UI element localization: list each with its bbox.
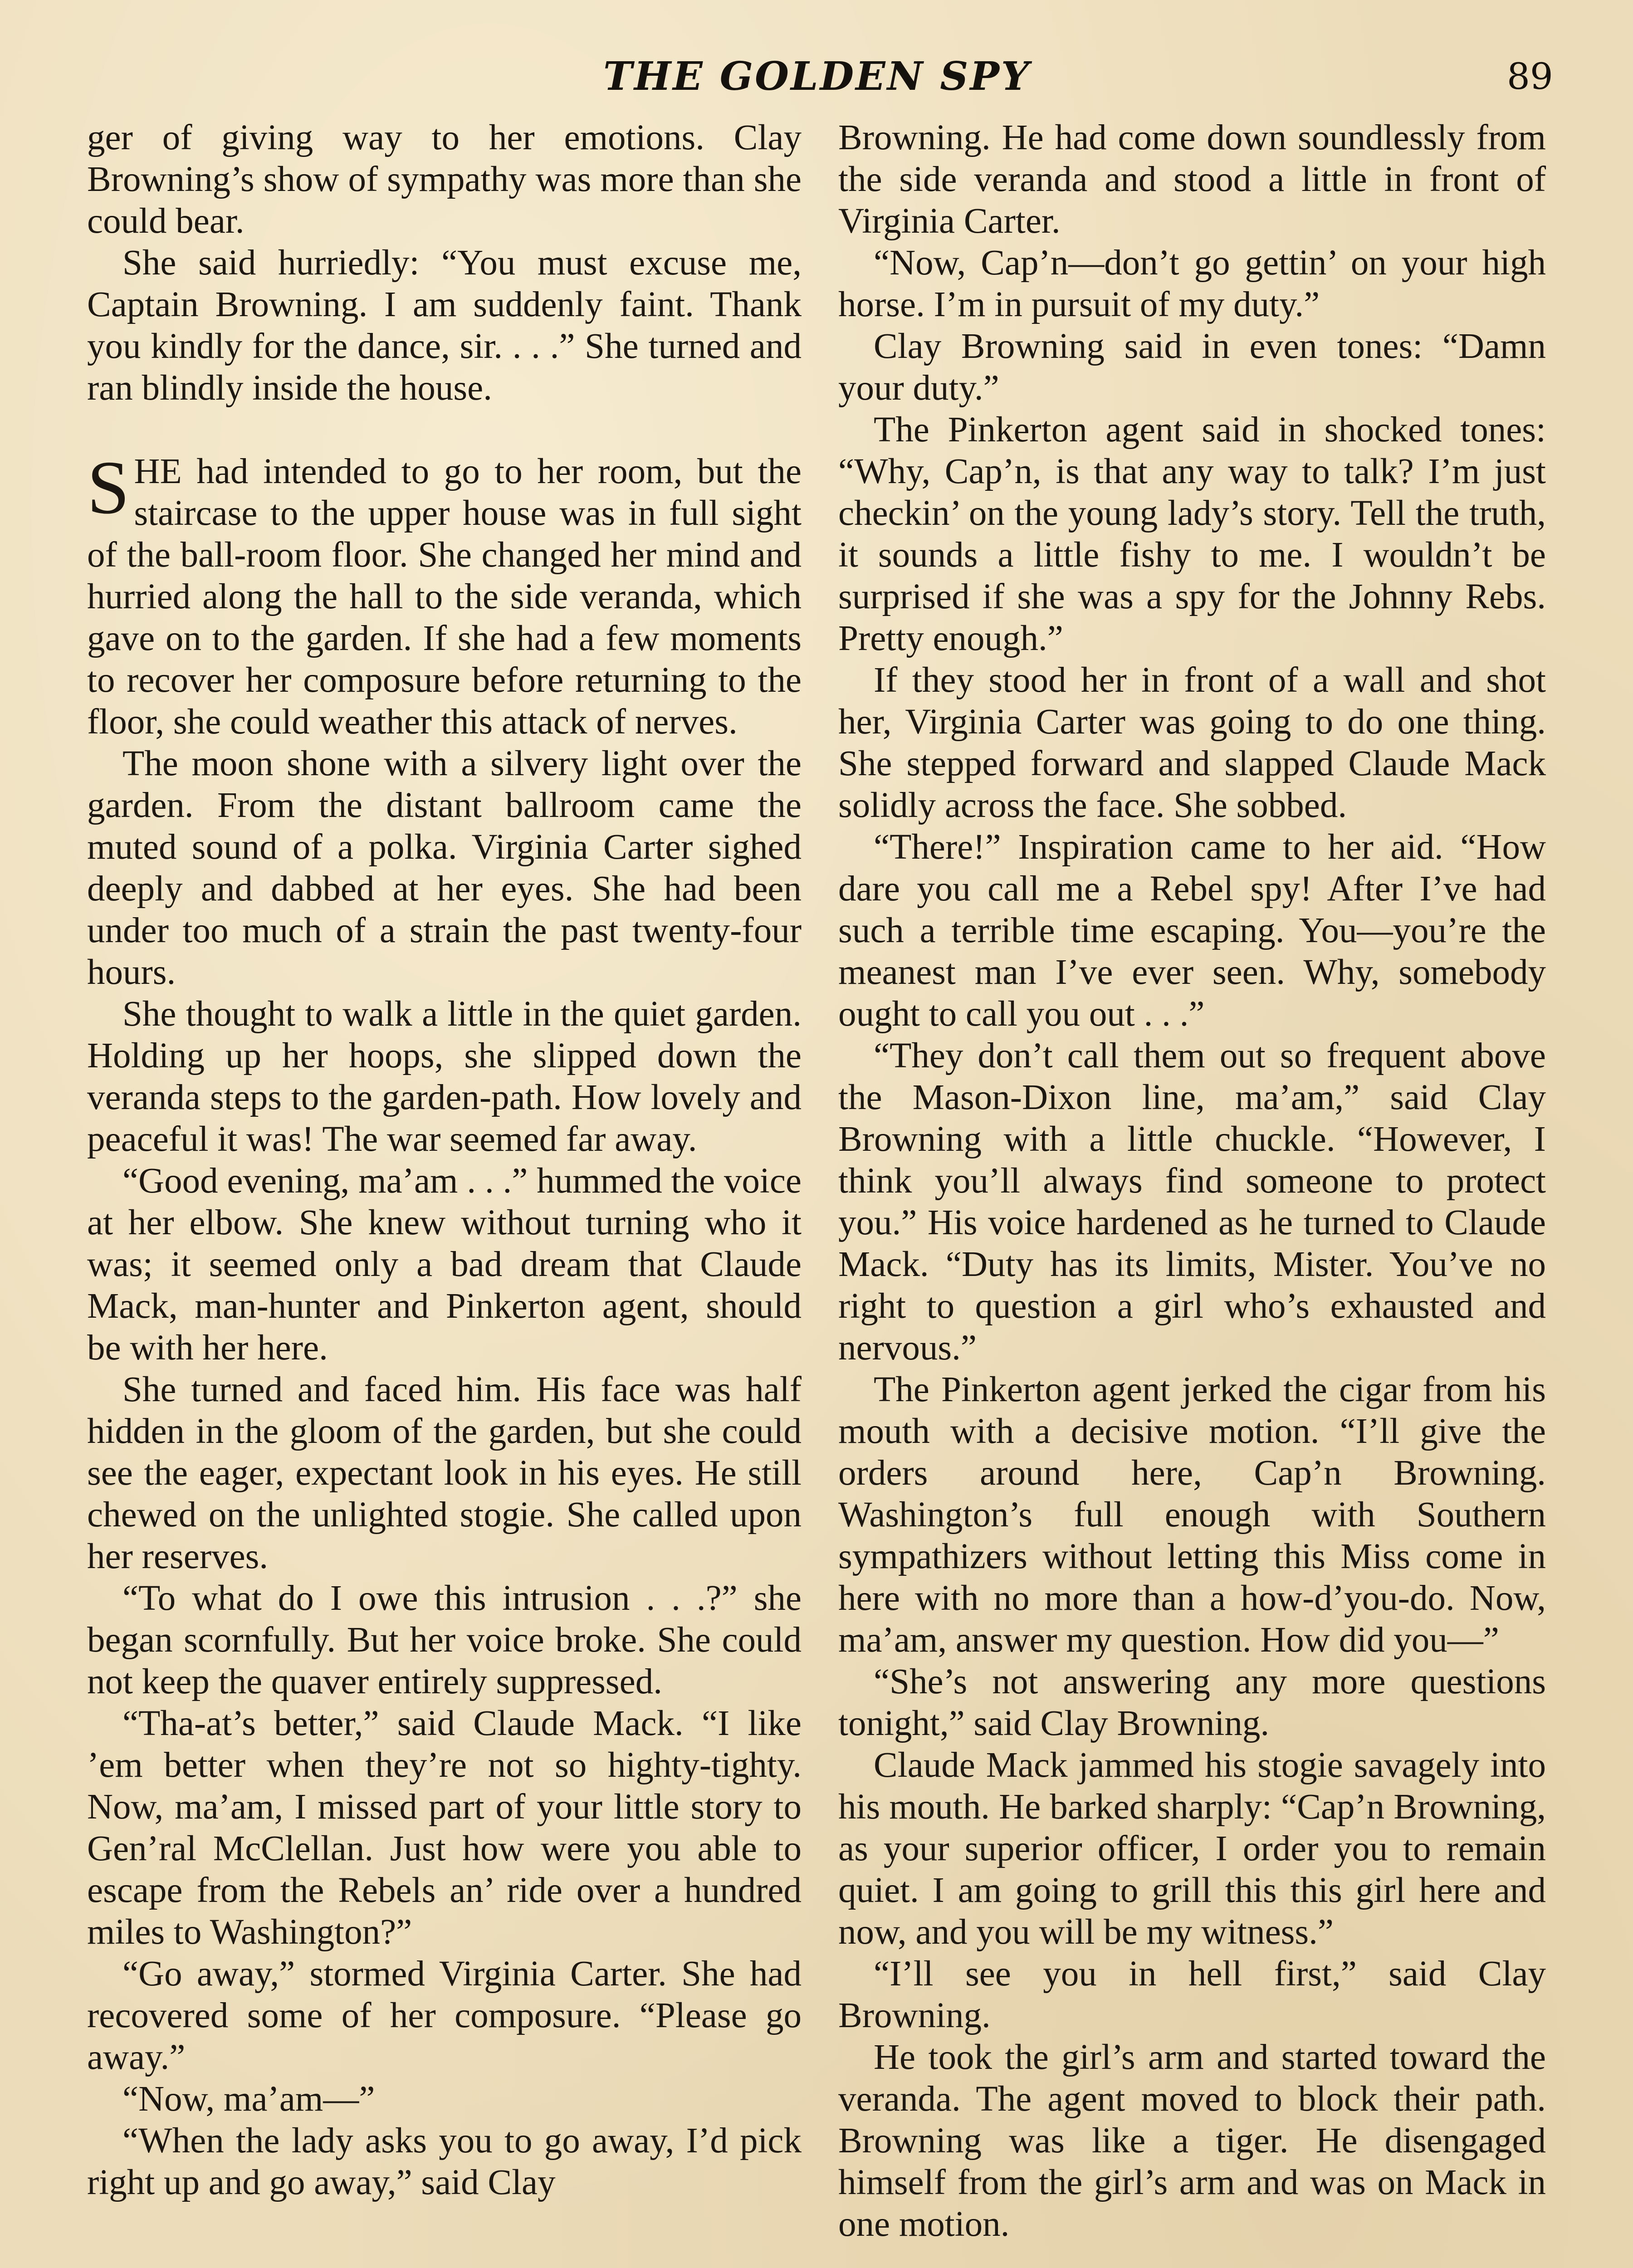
paragraph: “Now, Cap’n—don’t go gettin’ on your high horse. I’m in pursuit of my duty.” <box>838 243 1546 324</box>
paragraph: ger of giving way to her emotions. Clay Browning’s show of sympathy was more than she could bear. <box>87 118 802 241</box>
paragraph: Claude Mack jammed his stogie savagely into his mouth. He barked sharply: “Cap’n Browning, as your superior officer, I order you to remain quiet. I am going to grill this this girl here and now, and you will be my witness.” <box>838 1745 1546 1952</box>
page-number: 89 <box>1507 55 1553 98</box>
paragraph: “Now, ma’am—” <box>122 2079 375 2119</box>
right-column <box>838 117 1546 2245</box>
paragraph: “Go away,” stormed Virginia Carter. She had recovered some of her composure. “Please go away.” <box>87 1954 802 2077</box>
paragraph: Clay Browning said in even tones: “Damn your duty.” <box>838 327 1546 408</box>
paragraph: The moon shone with a silvery light over the garden. From the distant ballroom came the muted sound of a polka. Virginia Carter sighed deeply and dabbed at her eyes. She had been under too much of a strain the past twenty-four hours. <box>87 744 802 992</box>
paragraph: “Tha-at’s better,” said Claude Mack. “I like ’em better when they’re not so highty-tighty. Now, ma’am, I missed part of your little story to Gen’ral McClellan. Just how were you able to escape from the Rebels an’ ride over a hundred miles to Washington?” <box>87 1704 802 1952</box>
paragraph: She thought to walk a little in the quiet garden. Holding up her hoops, she slipped down the veranda steps to the garden-path. How lovely and peaceful it was! The war seemed far away. <box>87 994 802 1159</box>
paragraph: “Good evening, ma’am . . .” hummed the voice at her elbow. She knew without turning who it was; it seemed only a bad dream that Claude Mack, man-hunter and Pinkerton agent, should be with her here. <box>87 1161 802 1368</box>
paragraph: “There!” Inspiration came to her aid. “How dare you call me a Rebel spy! After I’ve had such a terrible time escaping. You—you’re the meanest man I’ve ever seen. Why, somebody ought to call you out . . .” <box>838 827 1546 1034</box>
paragraph: He took the girl’s arm and started toward the veranda. The agent moved to block their path. Browning was like a tiger. He disengaged himself from the girl’s arm and was on Mack in one motion. <box>838 2038 1546 2244</box>
paragraph: If they stood her in front of a wall and shot her, Virginia Carter was going to do one thing. She stepped forward and slapped Claude Mack solidly across the face. She sobbed. <box>838 660 1546 825</box>
paragraph: The Pinkerton agent said in shocked tones: “Why, Cap’n, is that any way to talk? I’m just checkin’ on the young lady’s story. Tell the truth, it sounds a little fishy to me. I wouldn’t be surprised if she was a spy for the Johnny Rebs. Pretty enough.” <box>838 410 1546 658</box>
paragraph: “She’s not answering any more questions tonight,” said Clay Browning. <box>838 1662 1546 1743</box>
paragraph: “To what do I owe this intrusion . . .?” she began scornfully. But her voice broke. She could not keep the quaver entirely suppressed. <box>87 1579 802 1701</box>
drop-cap: S <box>87 445 130 530</box>
story-title: THE GOLDEN SPY <box>603 54 1031 99</box>
section-start-paragraph <box>87 445 802 743</box>
paragraph: The Pinkerton agent jerked the cigar from his mouth with a decisive motion. “I’ll give the orders around here, Cap’n Browning. Washington’s full enough with Southern sympathizers without letting this Miss come in here with no more than a how-d’you-do. Now, ma’am, answer my question. How did you—” <box>838 1370 1546 1660</box>
section-first-paragraph-text: HE had intended to go to her room, but the staircase to the upper house was in full sight of the ball-room floor. She changed her mind and hurried along the hall to the side veranda, which gave on to the garden. If she had a few moments to recover her composure before returning to the floor, she could weather this attack of nerves. <box>87 452 802 742</box>
paragraph: “When the lady asks you to go away, I’d pick right up and go away,” said Clay <box>87 2121 802 2202</box>
paragraph: “They don’t call them out so frequent above the Mason-Dixon line, ma’am,” said Clay Browning with a little chuckle. “However, I think you’ll always find someone to protect you.” His voice hardened as he turned to Claude Mack. “Duty has its limits, Mister. You’ve no right to question a girl who’s exhausted and nervous.” <box>838 1036 1546 1368</box>
paragraph: She turned and faced him. His face was half hidden in the gloom of the garden, but she could see the eager, expectant look in his eyes. He still chewed on the unlighted stogie. She called upon her reserves. <box>87 1370 802 1576</box>
paragraph: Browning. He had come down soundlessly from the side veranda and stood a little in front of Virginia Carter. <box>838 118 1546 241</box>
paragraph: She said hurriedly: “You must excuse me, Captain Browning. I am suddenly faint. Thank you kindly for the dance, sir. . . .” She turned and ran blindly inside the house. <box>87 243 802 408</box>
left-column <box>87 117 802 2204</box>
paragraph: “I’ll see you in hell first,” said Clay Browning. <box>838 1954 1546 2035</box>
running-header <box>0 54 1633 108</box>
